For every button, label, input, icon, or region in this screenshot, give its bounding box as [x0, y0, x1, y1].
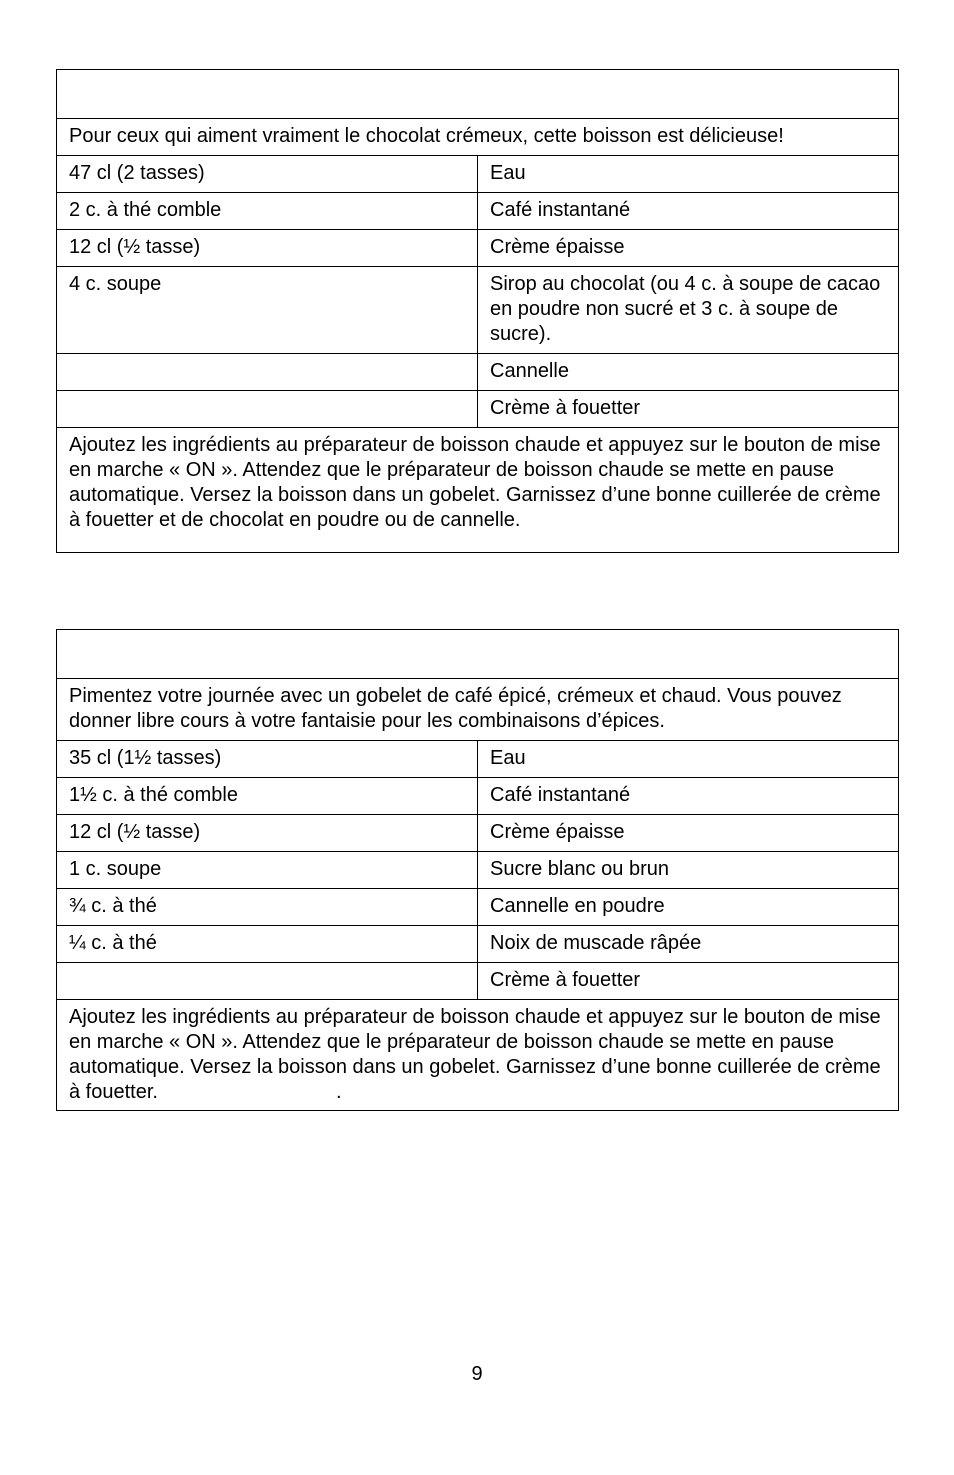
ingredient-row	[57, 267, 899, 354]
recipe-title	[57, 630, 899, 679]
ingredient-quantity: ¾ c. à thé	[57, 889, 478, 926]
ingredient-row	[57, 963, 899, 1000]
ingredient-quantity: 35 cl (1½ tasses)	[57, 741, 478, 778]
ingredient-name: Café instantané	[478, 193, 899, 230]
ingredient-quantity: ¼ c. à thé	[57, 926, 478, 963]
ingredient-row	[57, 193, 899, 230]
ingredient-quantity: 2 c. à thé comble	[57, 193, 478, 230]
instructions-trailing-dot: .	[335, 1081, 342, 1103]
ingredient-quantity: 1½ c. à thé comble	[57, 778, 478, 815]
recipe-description-row	[57, 679, 899, 741]
ingredient-row	[57, 741, 899, 778]
ingredient-quantity	[57, 963, 478, 1000]
ingredient-row	[57, 778, 899, 815]
ingredient-name: Crème à fouetter	[478, 391, 899, 428]
ingredient-row	[57, 889, 899, 926]
ingredient-name: Eau	[478, 156, 899, 193]
ingredient-row	[57, 156, 899, 193]
recipe-instructions-row	[57, 428, 899, 553]
recipe-instructions-cell	[57, 1000, 899, 1111]
recipe-instructions: Ajoutez les ingrédients au préparateur de boisson chaude et appuyez sur le bouton de mise en marche « ON ». Attendez que le préparateur de boisson chaude se mette en pause automatique. Versez la boisson dans un gobelet. Garnissez d’une bonne cuillerée de crème à fouetter.	[69, 1006, 881, 1103]
ingredient-quantity	[57, 354, 478, 391]
recipe-instructions-row	[57, 1000, 899, 1111]
page-number: 9	[471, 1363, 483, 1385]
ingredient-row	[57, 354, 899, 391]
recipe-table-2	[56, 629, 899, 1111]
ingredient-name: Crème à fouetter	[478, 963, 899, 1000]
recipe-description-row	[57, 119, 899, 156]
recipe-instructions: Ajoutez les ingrédients au préparateur de boisson chaude et appuyez sur le bouton de mise en marche « ON ». Attendez que le préparateur de boisson chaude se mette en pause automatique. Versez la boisson dans un gobelet. Garnissez d’une bonne cuillerée de crème à fouetter et de chocolat en poudre ou de cannelle.	[57, 428, 899, 553]
recipe-table-1	[56, 69, 899, 553]
recipe-description: Pimentez votre journée avec un gobelet de café épicé, crémeux et chaud. Vous pouvez donner libre cours à votre fantaisie pour les combinaisons d’épices.	[57, 679, 899, 741]
ingredient-name: Eau	[478, 741, 899, 778]
ingredient-quantity: 12 cl (½ tasse)	[57, 230, 478, 267]
ingredient-name: Sucre blanc ou brun	[478, 852, 899, 889]
ingredient-quantity: 4 c. soupe	[57, 267, 478, 354]
ingredient-name: Noix de muscade râpée	[478, 926, 899, 963]
ingredient-quantity: 1 c. soupe	[57, 852, 478, 889]
ingredient-row	[57, 852, 899, 889]
ingredient-name: Sirop au chocolat (ou 4 c. à soupe de cacao en poudre non sucré et 3 c. à soupe de sucre).	[478, 267, 899, 354]
ingredient-row	[57, 391, 899, 428]
ingredient-quantity: 47 cl (2 tasses)	[57, 156, 478, 193]
recipe-title-row	[57, 70, 899, 119]
ingredient-name: Cannelle	[478, 354, 899, 391]
recipe-title	[57, 70, 899, 119]
ingredient-row	[57, 926, 899, 963]
ingredient-row	[57, 815, 899, 852]
recipe-description: Pour ceux qui aiment vraiment le chocolat crémeux, cette boisson est délicieuse!	[57, 119, 899, 156]
ingredient-quantity	[57, 391, 478, 428]
ingredient-name: Crème épaisse	[478, 815, 899, 852]
ingredient-name: Café instantané	[478, 778, 899, 815]
recipe-title-row	[57, 630, 899, 679]
ingredient-quantity: 12 cl (½ tasse)	[57, 815, 478, 852]
ingredient-name: Crème épaisse	[478, 230, 899, 267]
ingredient-row	[57, 230, 899, 267]
ingredient-name: Cannelle en poudre	[478, 889, 899, 926]
